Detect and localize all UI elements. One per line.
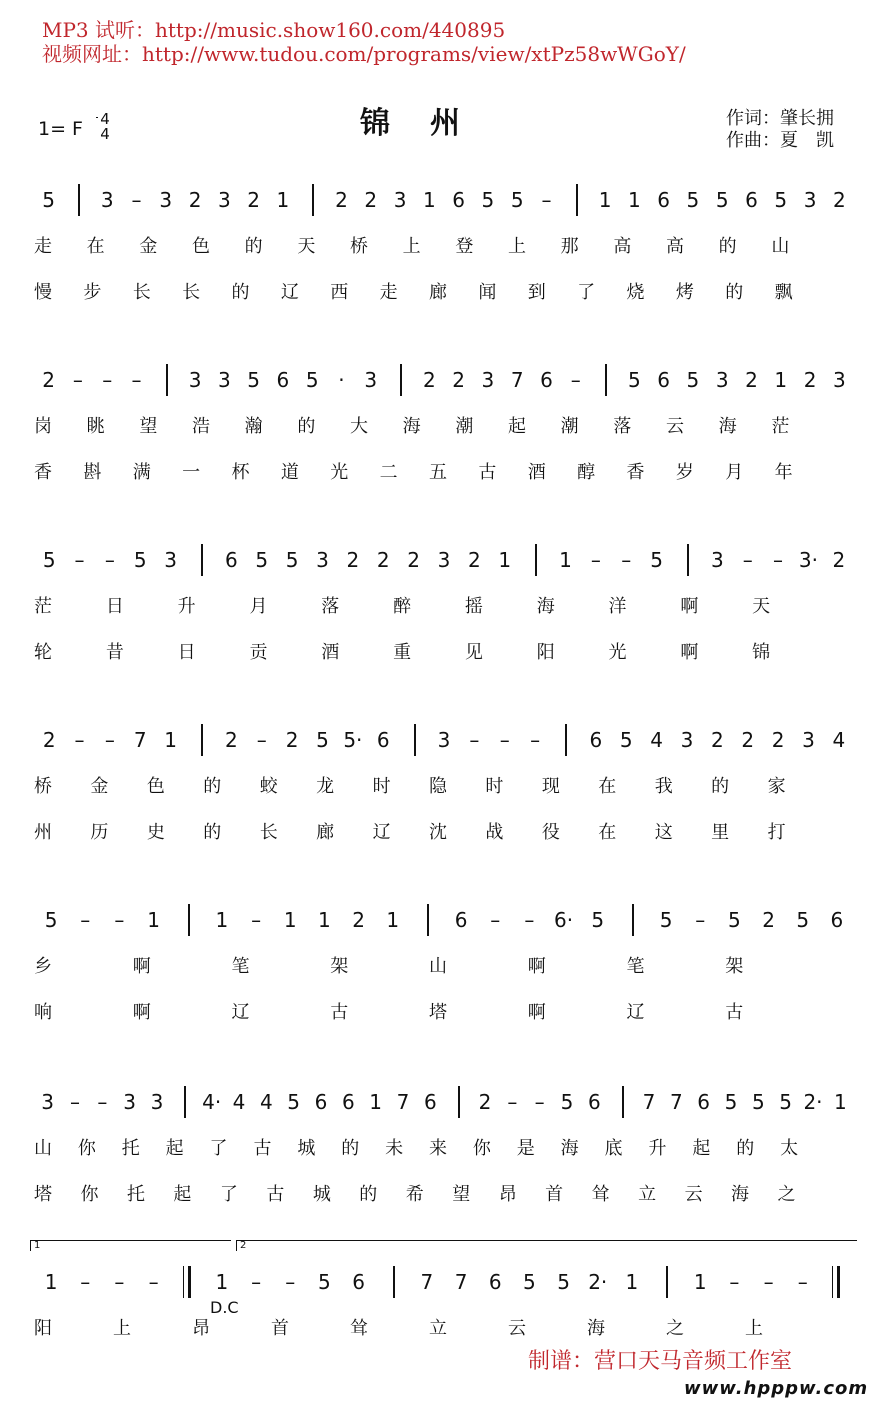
note: 5: [285, 548, 299, 572]
note: 2: [467, 548, 481, 572]
note: 3: [710, 548, 724, 572]
note: 2: [407, 548, 420, 572]
note: 3: [832, 368, 846, 392]
note: 5: [42, 548, 56, 572]
note: 3: [437, 548, 451, 572]
barline: [666, 1266, 668, 1298]
barline: [535, 544, 537, 576]
dash-note: –: [797, 1270, 808, 1294]
note: 2: [745, 368, 758, 392]
note: 7: [669, 1090, 683, 1114]
note: 1: [215, 908, 229, 932]
dash-note: –: [285, 1270, 296, 1294]
dc-mark: D.C: [210, 1298, 239, 1317]
dash-note: –: [74, 548, 85, 572]
barline: [201, 724, 203, 756]
volta-bracket: 1: [30, 1240, 231, 1251]
note: 5: [255, 548, 269, 572]
note: 1: [422, 188, 436, 212]
dash-note: –: [102, 368, 113, 392]
barline: [832, 1266, 833, 1298]
note: 1: [283, 908, 297, 932]
note: 1: [215, 1270, 229, 1294]
note: 6: [276, 368, 290, 392]
video-link[interactable]: 视频网址：http://www.tudou.com/programs/view/xtPz58wWGoY/: [42, 42, 686, 66]
note: 6: [657, 188, 670, 212]
note: 6: [830, 908, 844, 932]
notes-row: [30, 180, 860, 220]
note: 7: [642, 1090, 656, 1114]
note: 1: [318, 908, 331, 932]
lyricist: 作词：肇长拥: [726, 108, 834, 129]
dash-note: –: [763, 1270, 774, 1294]
note: 2: [771, 728, 785, 752]
dash-note: –: [104, 728, 115, 752]
note: 3: [715, 368, 729, 392]
note: 5: [779, 1090, 793, 1114]
note: 1: [386, 908, 400, 932]
dash-note: –: [590, 548, 601, 572]
note: 2: [188, 188, 202, 212]
note: 2: [225, 728, 238, 752]
note: 3: [100, 188, 114, 212]
note: 1: [625, 1270, 639, 1294]
dash-note: –: [490, 908, 501, 932]
barline: [201, 544, 203, 576]
note: 2: [710, 728, 724, 752]
note: 5: [724, 1090, 738, 1114]
note: 5: [523, 1270, 536, 1294]
note: 7: [396, 1090, 410, 1114]
note: 2: [247, 188, 260, 212]
note: 6: [697, 1090, 711, 1114]
note: 1: [276, 188, 290, 212]
note: 6: [352, 1270, 365, 1294]
note: 5: [133, 548, 147, 572]
note: 5: [591, 908, 605, 932]
dash-note: –: [570, 368, 581, 392]
note: 3: [803, 188, 817, 212]
note: 6: [540, 368, 553, 392]
mp3-link[interactable]: MP3 试听：http://music.show160.com/440895: [42, 18, 506, 42]
dash-note: –: [148, 1270, 159, 1294]
barline: [188, 1266, 191, 1298]
note: 2: [42, 368, 55, 392]
dash-note: –: [114, 908, 125, 932]
note: 4: [832, 728, 846, 752]
note: 6: [376, 728, 390, 752]
note: 5: [796, 908, 810, 932]
note: 3: [802, 728, 815, 752]
note: 5: [751, 1090, 765, 1114]
note: 2: [364, 188, 378, 212]
note: 1: [598, 188, 612, 212]
notes-row: [30, 540, 860, 580]
note: 3: [217, 188, 231, 212]
note: 6: [488, 1270, 502, 1294]
notes-row: [30, 900, 860, 940]
barline: [183, 1266, 184, 1298]
dash-note: –: [621, 548, 632, 572]
note: 5: [728, 908, 741, 932]
note: 3: [150, 1090, 164, 1114]
dash-note: –: [507, 1090, 518, 1114]
note: 6: [454, 908, 468, 932]
note: 5: [510, 188, 524, 212]
note: 3: [437, 728, 451, 752]
volta-bracket: 2: [236, 1240, 857, 1251]
note: 2: [803, 368, 817, 392]
note: 5: [318, 1270, 331, 1294]
barline: [414, 724, 416, 756]
dash-note: –: [524, 908, 535, 932]
time-signature: 4 4: [96, 112, 114, 142]
barline: [312, 184, 314, 216]
note: 7: [133, 728, 147, 752]
dash-note: –: [256, 728, 267, 752]
note: 5: [619, 728, 633, 752]
barline: [622, 1086, 624, 1118]
note: 3: [680, 728, 694, 752]
note: 5: [686, 368, 700, 392]
note: 2: [335, 188, 348, 212]
notes-row: [30, 1082, 860, 1122]
dash-note: –: [131, 368, 142, 392]
barline: [687, 544, 689, 576]
note: 2: [832, 188, 846, 212]
note: 4: [232, 1090, 246, 1114]
dash-note: –: [251, 908, 262, 932]
note: 6: [745, 188, 758, 212]
note: 3: [164, 548, 178, 572]
note: 5: [715, 188, 729, 212]
note: 1: [833, 1090, 847, 1114]
dash-note: –: [104, 548, 115, 572]
note: 6·: [554, 908, 574, 932]
notes-row: [30, 720, 860, 760]
note: 2: [741, 728, 755, 752]
note: 6: [225, 548, 238, 572]
note: 1: [559, 548, 572, 572]
barline: [427, 904, 429, 936]
note: 3: [123, 1090, 137, 1114]
note: 1: [498, 548, 512, 572]
note: 2: [346, 548, 360, 572]
note: 5: [686, 188, 700, 212]
note: 2: [352, 908, 365, 932]
note: 3·: [798, 548, 818, 572]
dash-note: –: [251, 1270, 262, 1294]
note: 7: [454, 1270, 468, 1294]
note: 5: [481, 188, 495, 212]
notes-row: [30, 1262, 860, 1302]
note: 1: [774, 368, 788, 392]
note: 1: [147, 908, 160, 932]
dash-note: –: [499, 728, 510, 752]
note: 2: [452, 368, 465, 392]
note: 7: [420, 1270, 434, 1294]
dash-note: –: [530, 728, 541, 752]
note: 3: [316, 548, 329, 572]
dash-note: –: [80, 1270, 91, 1294]
note: 2: [478, 1090, 492, 1114]
note: 6: [314, 1090, 328, 1114]
note: 5: [316, 728, 329, 752]
note: 5: [287, 1090, 301, 1114]
note: 6: [423, 1090, 437, 1114]
note: 6: [587, 1090, 601, 1114]
note: 5: [774, 188, 788, 212]
dash-note: –: [773, 548, 784, 572]
barline: [576, 184, 578, 216]
dash-note: –: [541, 188, 552, 212]
barline: [632, 904, 634, 936]
dash-note: –: [72, 368, 83, 392]
note: 2: [762, 908, 775, 932]
note: 7: [510, 368, 524, 392]
dash-note: –: [729, 1270, 740, 1294]
barline: [458, 1086, 460, 1118]
note: 1: [627, 188, 641, 212]
note: 1: [693, 1270, 707, 1294]
note: 4: [259, 1090, 273, 1114]
dash-note: –: [80, 908, 91, 932]
note: 4·: [202, 1090, 222, 1114]
barline: [184, 1086, 186, 1118]
dash-note: –: [114, 1270, 125, 1294]
note: 1: [164, 728, 178, 752]
score-maker: 制谱：营口天马音频工作室: [528, 1349, 793, 1374]
barline: [565, 724, 567, 756]
note: 2: [285, 728, 299, 752]
note: 5: [42, 188, 55, 212]
note: 2·: [588, 1270, 608, 1294]
note: 3: [364, 368, 378, 392]
note: 6: [341, 1090, 355, 1114]
barline: [166, 364, 168, 396]
note: 3: [481, 368, 495, 392]
note: 6: [589, 728, 603, 752]
note: 1: [369, 1090, 383, 1114]
note: 3: [217, 368, 231, 392]
dash-note: –: [74, 728, 85, 752]
note: 3: [393, 188, 407, 212]
note: 5: [247, 368, 260, 392]
note: 2: [376, 548, 390, 572]
dash-note: –: [131, 188, 142, 212]
note: 2·: [803, 1090, 823, 1114]
note: ·: [338, 368, 345, 392]
note: 5: [650, 548, 663, 572]
note: 5: [44, 908, 58, 932]
dash-note: –: [97, 1090, 108, 1114]
note: 6: [452, 188, 465, 212]
note: 5: [305, 368, 319, 392]
note: 5·: [343, 728, 363, 752]
note: 3: [188, 368, 202, 392]
note: 5: [560, 1090, 574, 1114]
watermark: www.hpppw.com: [684, 1378, 869, 1399]
note: 1: [44, 1270, 58, 1294]
barline: [605, 364, 607, 396]
note: 4: [650, 728, 663, 752]
note: 2: [42, 728, 56, 752]
note: 5: [659, 908, 673, 932]
note: 5: [627, 368, 641, 392]
note: 3: [41, 1090, 55, 1114]
dash-note: –: [534, 1090, 545, 1114]
key-signature: 1= F: [38, 118, 83, 140]
song-title: 锦州: [360, 106, 500, 141]
note: 6: [657, 368, 670, 392]
barline: [78, 184, 80, 216]
dash-note: –: [469, 728, 480, 752]
barline: [393, 1266, 395, 1298]
dash-note: –: [69, 1090, 80, 1114]
note: 3: [159, 188, 173, 212]
note: 2: [422, 368, 436, 392]
dash-note: –: [742, 548, 753, 572]
notes-row: [30, 360, 860, 400]
note: 2: [832, 548, 846, 572]
barline: [400, 364, 402, 396]
dash-note: –: [695, 908, 706, 932]
note: 5: [557, 1270, 570, 1294]
composer: 作曲：夏 凯: [726, 130, 834, 151]
barline: [837, 1266, 840, 1298]
barline: [188, 904, 190, 936]
